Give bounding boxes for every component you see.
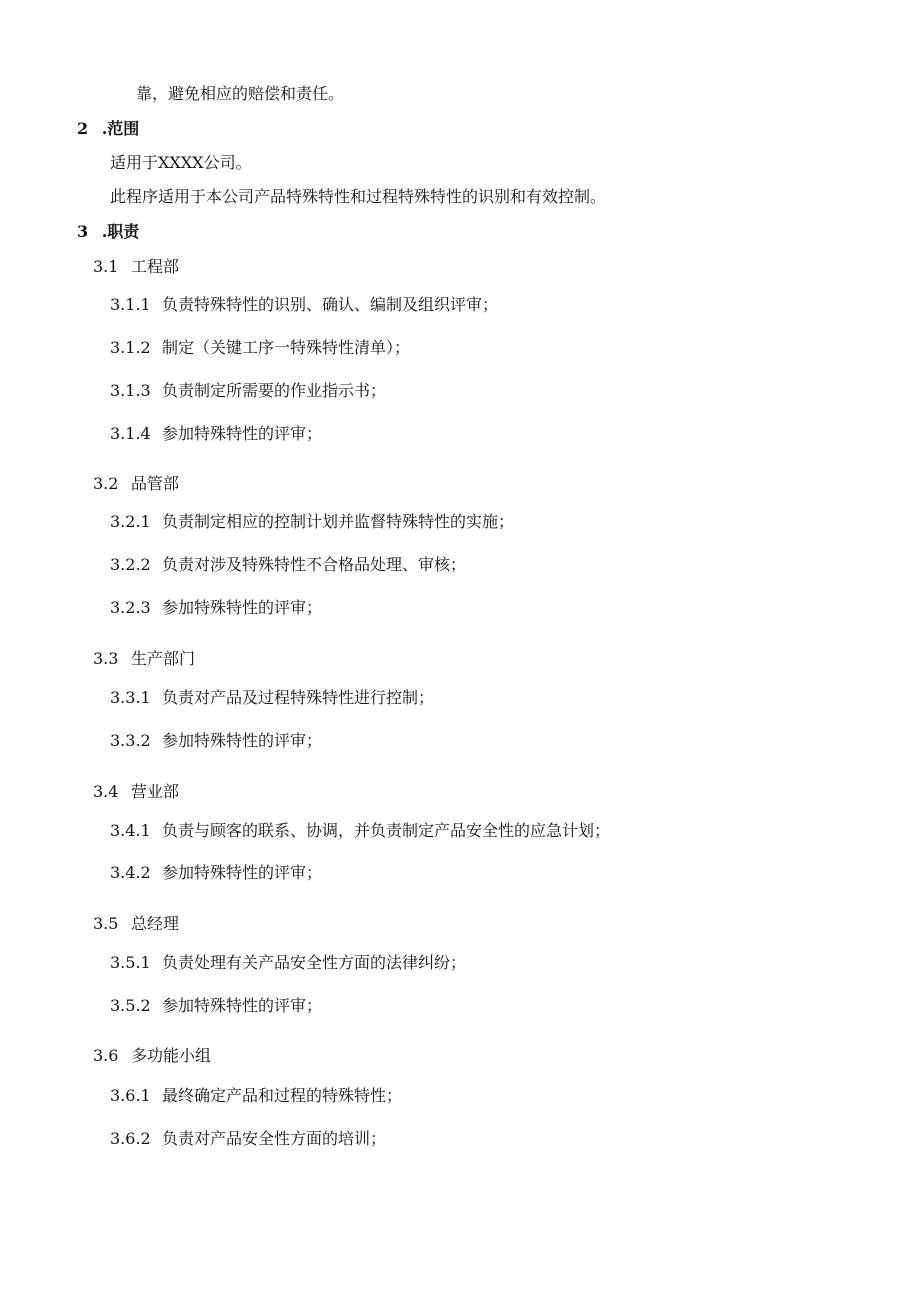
item-number: 3.2.2 — [110, 555, 151, 574]
item-number: 3.5.2 — [110, 996, 151, 1015]
subsection-heading — [93, 914, 179, 934]
list-item — [110, 381, 386, 401]
subsection-heading — [93, 474, 179, 494]
item-number: 3.1.1 — [110, 295, 151, 314]
subsection-title: 品管部 — [131, 474, 180, 493]
list-item — [110, 1129, 386, 1149]
subsection-number: 3.6 — [93, 1046, 119, 1065]
list-item — [110, 424, 322, 444]
item-text: 负责对涉及特殊特性不合格品处理、审核； — [162, 555, 467, 574]
list-item — [110, 295, 498, 315]
list-item — [110, 338, 410, 358]
item-number: 3.4.1 — [110, 821, 151, 840]
subsection-title: 生产部门 — [131, 649, 196, 668]
section-3-heading — [77, 222, 139, 242]
item-number: 3.1.3 — [110, 381, 151, 400]
list-item — [110, 688, 434, 708]
subsection-title: 总经理 — [131, 914, 180, 933]
list-item — [110, 863, 322, 883]
item-number: 3.5.1 — [110, 953, 151, 972]
item-text: 参加特殊特性的评审； — [162, 863, 323, 882]
item-number: 3.6.1 — [110, 1086, 151, 1105]
item-text: 负责制定相应的控制计划并监督特殊特性的实施； — [162, 512, 515, 531]
item-text: 参加特殊特性的评审； — [162, 731, 323, 750]
subsection-number: 3.3 — [93, 649, 119, 668]
item-text: 负责与顾客的联系、协调，并负责制定产品安全性的应急计划； — [162, 821, 611, 840]
list-item — [110, 598, 322, 618]
subsection-heading — [93, 782, 179, 802]
list-item — [110, 555, 466, 575]
item-number: 3.2.3 — [110, 598, 151, 617]
section-2-number: 2 — [77, 119, 89, 138]
item-number: 3.4.2 — [110, 863, 151, 882]
item-text: 负责处理有关产品安全性方面的法律纠纷； — [162, 953, 467, 972]
item-text: 最终确定产品和过程的特殊特性； — [162, 1086, 403, 1105]
list-item — [110, 996, 322, 1016]
section-2-title: .范围 — [101, 119, 140, 138]
scope-line-2: 此程序适用于本公司产品特殊特性和过程特殊特性的识别和有效控制。 — [110, 187, 607, 206]
item-number: 3.1.4 — [110, 424, 151, 443]
item-text: 参加特殊特性的评审； — [162, 598, 323, 617]
item-number: 3.6.2 — [110, 1129, 151, 1148]
subsection-number: 3.5 — [93, 914, 119, 933]
section-3-title: .职责 — [101, 222, 140, 241]
item-text: 负责对产品安全性方面的培训； — [162, 1129, 387, 1148]
item-number: 3.2.1 — [110, 512, 151, 531]
item-number: 3.1.2 — [110, 338, 151, 357]
list-item — [110, 731, 322, 751]
subsection-title: 多功能小组 — [131, 1046, 212, 1065]
list-item — [110, 1086, 402, 1106]
subsection-heading — [93, 257, 179, 277]
item-text: 制定（关键工序一特殊特性清单）； — [162, 338, 411, 357]
item-text: 参加特殊特性的评审； — [162, 996, 323, 1015]
item-text: 负责对产品及过程特殊特性进行控制； — [162, 688, 435, 707]
section-3-number: 3 — [77, 222, 89, 241]
list-item — [110, 512, 514, 532]
list-item — [110, 953, 466, 973]
item-text: 参加特殊特性的评审； — [162, 424, 323, 443]
item-number: 3.3.2 — [110, 731, 151, 750]
continuation-text: 靠，避免相应的赔偿和责任。 — [136, 84, 345, 103]
item-number: 3.3.1 — [110, 688, 151, 707]
subsection-title: 工程部 — [131, 257, 180, 276]
section-2-heading — [77, 119, 139, 139]
subsection-number: 3.2 — [93, 474, 119, 493]
subsection-heading — [93, 1046, 211, 1066]
subsection-number: 3.4 — [93, 782, 119, 801]
scope-line-1: 适用于XXXX公司。 — [110, 153, 252, 172]
subsection-number: 3.1 — [93, 257, 119, 276]
subsection-title: 营业部 — [131, 782, 180, 801]
subsection-heading — [93, 649, 195, 669]
item-text: 负责制定所需要的作业指示书； — [162, 381, 387, 400]
item-text: 负责特殊特性的识别、确认、编制及组织评审； — [162, 295, 499, 314]
list-item — [110, 821, 610, 841]
